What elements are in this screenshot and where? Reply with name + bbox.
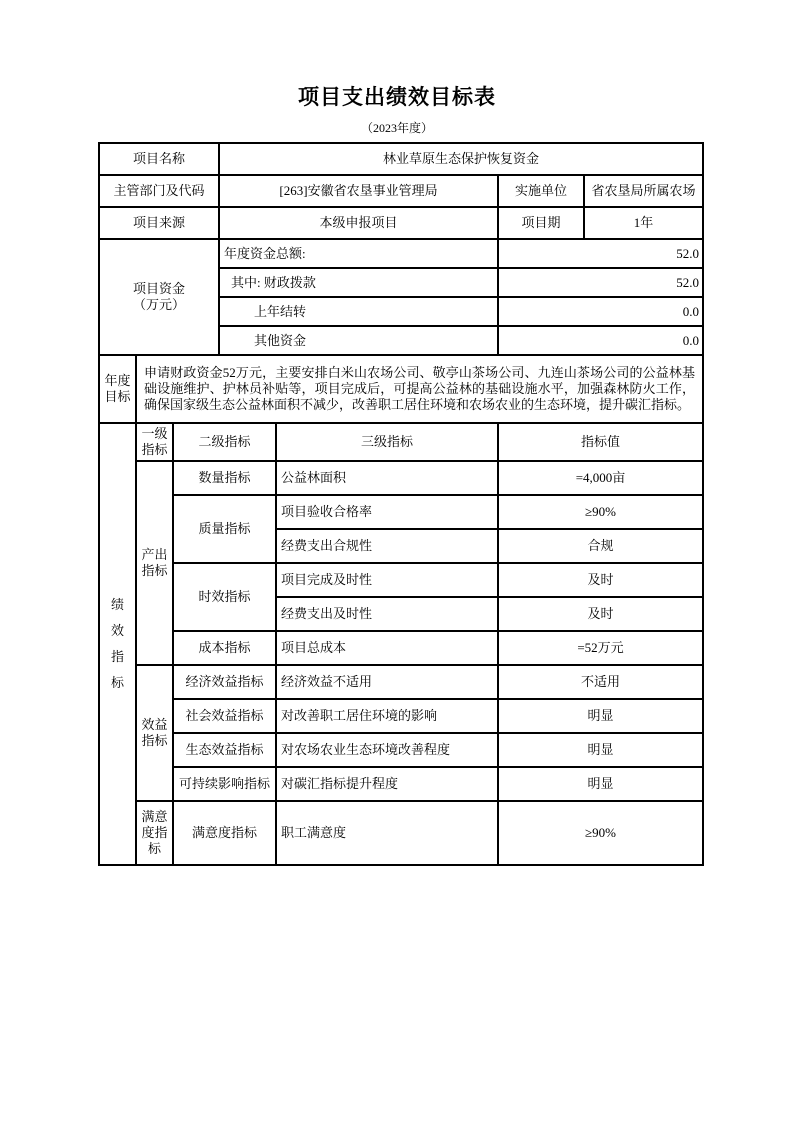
level2-cost: 成本指标 xyxy=(173,631,276,665)
impl-unit-value: 省农垦局所属农场 xyxy=(584,175,703,207)
project-name-label: 项目名称 xyxy=(99,143,219,175)
project-name-value: 林业草原生态保护恢复资金 xyxy=(219,143,703,175)
level3-indicator: 项目验收合格率 xyxy=(276,495,498,529)
indicators-side-label-text: 绩效指标 xyxy=(110,597,124,690)
page-subtitle: （2023年度） xyxy=(360,121,433,135)
performance-target-table xyxy=(98,142,704,866)
level3-indicator: 项目总成本 xyxy=(276,631,498,665)
level2-quality: 质量指标 xyxy=(173,495,276,563)
indicator-value: =52万元 xyxy=(498,631,703,665)
level3-indicator: 公益林面积 xyxy=(276,461,498,495)
funding-total-value: 52.0 xyxy=(498,239,703,268)
indicators-side-label xyxy=(99,423,136,865)
header-level1: 一级指标 xyxy=(136,423,173,461)
level1-output: 产出指标 xyxy=(136,461,173,665)
level2-timeliness: 时效指标 xyxy=(173,563,276,631)
level2-sustainable: 可持续影响指标 xyxy=(173,767,276,801)
level3-indicator: 对改善职工居住环境的影响 xyxy=(276,699,498,733)
level3-indicator: 经费支出合规性 xyxy=(276,529,498,563)
indicator-value: 明显 xyxy=(498,699,703,733)
indicator-value: 及时 xyxy=(498,597,703,631)
header-value: 指标值 xyxy=(498,423,703,461)
table-row xyxy=(99,801,703,865)
indicator-value: 不适用 xyxy=(498,665,703,699)
project-period-label: 项目期 xyxy=(498,207,584,239)
level1-satisfaction: 满意度指标 xyxy=(136,801,173,865)
level2-satisfaction: 满意度指标 xyxy=(173,801,276,865)
project-source-value: 本级申报项目 xyxy=(219,207,498,239)
annual-goal-text: 申请财政资金52万元，主要安排白米山农场公司、敬亭山茶场公司、九连山茶场公司的公益林基础设施维护、护林员补贴等，项目完成后，可提高公益林的基础设施水平，加强森林防火工作，确保国家级生态公益林面积不减少，改善职工居住环境和农场农业的生态环境，提升碳汇指标。 xyxy=(136,355,703,423)
indicator-value: 及时 xyxy=(498,563,703,597)
table-row xyxy=(99,495,703,529)
funding-carryover-label: 上年结转 xyxy=(219,297,498,326)
funding-label-line1: 项目资金 xyxy=(132,281,185,296)
table-row xyxy=(99,699,703,733)
funding-other-value: 0.0 xyxy=(498,326,703,355)
funding-carryover-value: 0.0 xyxy=(498,297,703,326)
indicator-value: 合规 xyxy=(498,529,703,563)
table-row xyxy=(99,461,703,495)
indicator-value: ≥90% xyxy=(498,495,703,529)
table-row xyxy=(99,143,703,175)
dept-code-value: [263]安徽省农垦事业管理局 xyxy=(219,175,498,207)
indicator-value: ≥90% xyxy=(498,801,703,865)
table-row xyxy=(99,733,703,767)
table-row xyxy=(99,423,703,461)
table-row xyxy=(99,355,703,423)
table-row xyxy=(99,175,703,207)
funding-label xyxy=(99,239,219,355)
project-source-label: 项目来源 xyxy=(99,207,219,239)
impl-unit-label: 实施单位 xyxy=(498,175,584,207)
level3-indicator: 对碳汇指标提升程度 xyxy=(276,767,498,801)
level3-indicator: 经费支出及时性 xyxy=(276,597,498,631)
level3-indicator: 项目完成及时性 xyxy=(276,563,498,597)
level2-ecological: 生态效益指标 xyxy=(173,733,276,767)
table-row xyxy=(99,665,703,699)
level2-social: 社会效益指标 xyxy=(173,699,276,733)
indicator-value: 明显 xyxy=(498,767,703,801)
header-level3: 三级指标 xyxy=(276,423,498,461)
funding-label-line2: （万元） xyxy=(132,297,185,312)
indicator-value: =4,000亩 xyxy=(498,461,703,495)
indicator-value: 明显 xyxy=(498,733,703,767)
header-level2: 二级指标 xyxy=(173,423,276,461)
level2-economic: 经济效益指标 xyxy=(173,665,276,699)
funding-fiscal-value: 52.0 xyxy=(498,268,703,297)
funding-total-label: 年度资金总额: xyxy=(219,239,498,268)
table-row xyxy=(99,767,703,801)
level2-quantity: 数量指标 xyxy=(173,461,276,495)
page-title: 项目支出绩效目标表 xyxy=(298,85,496,109)
table-row xyxy=(99,631,703,665)
table-row xyxy=(99,207,703,239)
funding-fiscal-label: 其中: 财政拨款 xyxy=(219,268,498,297)
dept-code-label: 主管部门及代码 xyxy=(99,175,219,207)
level3-indicator: 职工满意度 xyxy=(276,801,498,865)
table-row xyxy=(99,239,703,268)
level3-indicator: 对农场农业生态环境改善程度 xyxy=(276,733,498,767)
annual-goal-label: 年度目标 xyxy=(99,355,136,423)
project-period-value: 1年 xyxy=(584,207,703,239)
table-row xyxy=(99,563,703,597)
funding-other-label: 其他资金 xyxy=(219,326,498,355)
level3-indicator: 经济效益不适用 xyxy=(276,665,498,699)
level1-benefit: 效益指标 xyxy=(136,665,173,801)
